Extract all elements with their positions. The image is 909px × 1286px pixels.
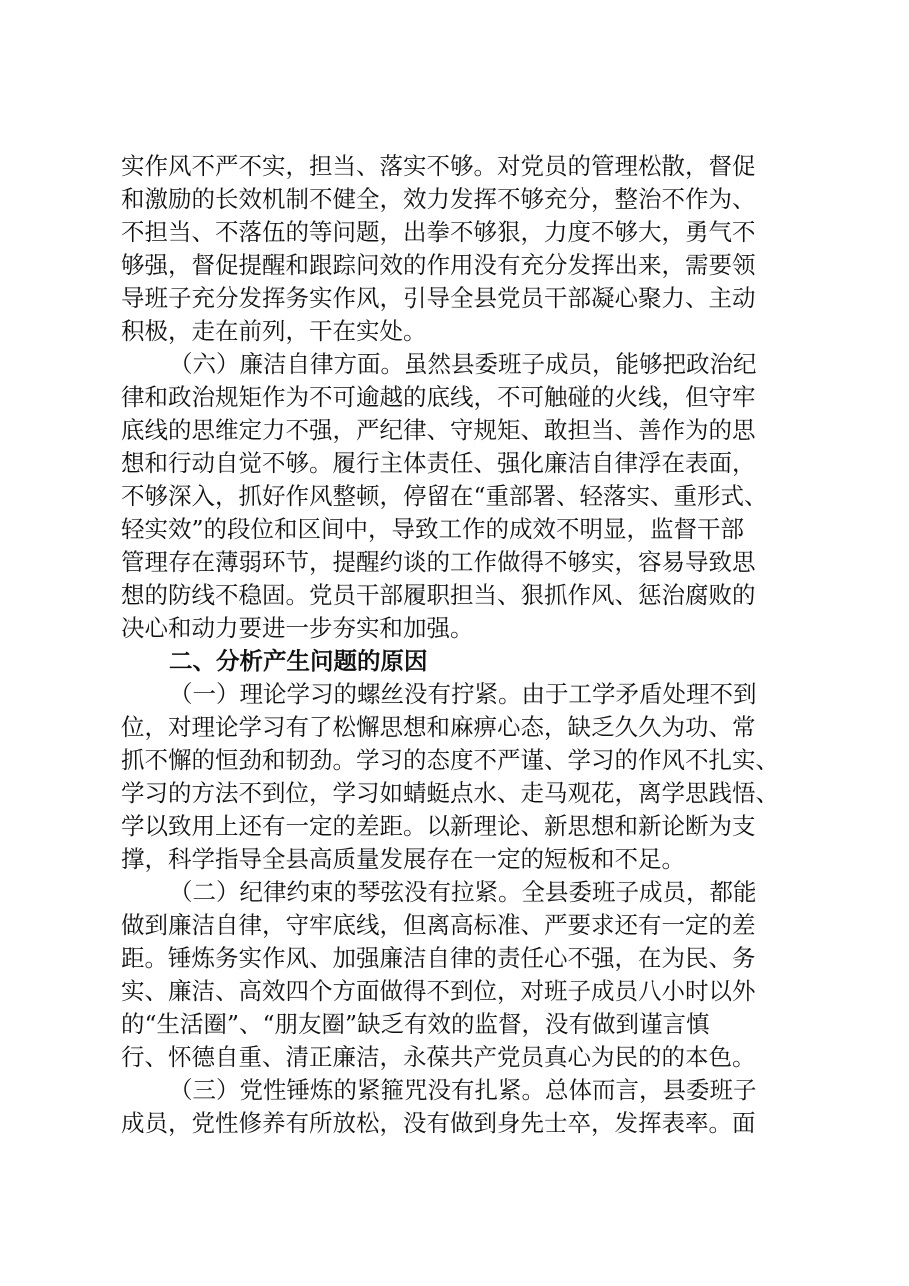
- body-text-line: 抓不懈的恒劲和韧劲。学习的态度不严谨、学习的作风不扎实、: [121, 746, 779, 774]
- body-text-line: 想的防线不稳固。党员干部履职担当、狠抓作风、惩治腐败的: [121, 581, 756, 609]
- body-text-line: 距。锤炼务实作风、加强廉洁自律的责任心不强，在为民、务: [121, 944, 756, 972]
- body-text-line: 行、怀德自重、清正廉洁，永葆共产党员真心为民的的本色。: [121, 1043, 756, 1071]
- body-text-line: 够强，督促提醒和跟踪问效的作用没有充分发挥出来，需要领: [121, 251, 756, 279]
- body-text-line: 想和行动自觉不够。履行主体责任、强化廉洁自律浮在表面，: [121, 449, 756, 477]
- section-para-line: （一）理论学习的螺丝没有拧紧。由于工学矛盾处理不到: [169, 680, 757, 708]
- body-text-line: 和激励的长效机制不健全，效力发挥不够充分，整治不作为、: [121, 185, 756, 213]
- body-text-line: 底线的思维定力不强，严纪律、守规矩、敢担当、善作为的思: [121, 416, 756, 444]
- body-text-line: 的“生活圈”、“朋友圈”缺乏有效的监督，没有做到谨言慎: [121, 1010, 710, 1038]
- body-text-line: 实、廉洁、高效四个方面做得不到位，对班子成员八小时以外: [121, 977, 756, 1005]
- section-para-line: （三）党性锤炼的紧箍咒没有扎紧。总体而言，县委班子: [169, 1076, 757, 1104]
- body-text-line: 位，对理论学习有了松懈思想和麻痹心态，缺乏久久为功、常: [121, 713, 756, 741]
- section-heading: 二、分析产生问题的原因: [169, 647, 428, 675]
- body-text-line: 做到廉洁自律，守牢底线，但离高标准、严要求还有一定的差: [121, 911, 756, 939]
- body-text-line: 撑，科学指导全县高质量发展存在一定的短板和不足。: [121, 845, 685, 873]
- body-text-line: 成员，党性修养有所放松，没有做到身先士卒，发挥表率。面: [121, 1109, 756, 1137]
- body-text-line: 不担当、不落伍的等问题，出拳不够狠，力度不够大，勇气不: [121, 218, 756, 246]
- body-text-line: 轻实效”的段位和区间中，导致工作的成效不明显，监督干部: [121, 515, 745, 543]
- body-text-line: 律和政治规矩作为不可逾越的底线，不可触碰的火线，但守牢: [121, 383, 756, 411]
- body-text-line: 学以致用上还有一定的差距。以新理论、新思想和新论断为支: [121, 812, 756, 840]
- section-para-line: （六）廉洁自律方面。虽然县委班子成员，能够把政治纪: [169, 350, 757, 378]
- body-text-line: 实作风不严不实，担当、落实不够。对党员的管理松散，督促: [121, 152, 756, 180]
- body-text-line: 管理存在薄弱环节，提醒约谈的工作做得不够实，容易导致思: [121, 548, 756, 576]
- body-text-line: 不够深入，抓好作风整顿，停留在“重部署、轻落实、重形式、: [121, 482, 768, 510]
- body-text-line: 学习的方法不到位，学习如蜻蜓点水、走马观花，离学思践悟、: [121, 779, 779, 807]
- body-text-line: 导班子充分发挥务实作风，引导全县党员干部凝心聚力、主动: [121, 284, 756, 312]
- section-para-line: （二）纪律约束的琴弦没有拉紧。全县委班子成员，都能: [169, 878, 757, 906]
- body-text-line: 决心和动力要进一步夯实和加强。: [121, 614, 474, 642]
- body-text-line: 积极，走在前列，干在实处。: [121, 317, 427, 345]
